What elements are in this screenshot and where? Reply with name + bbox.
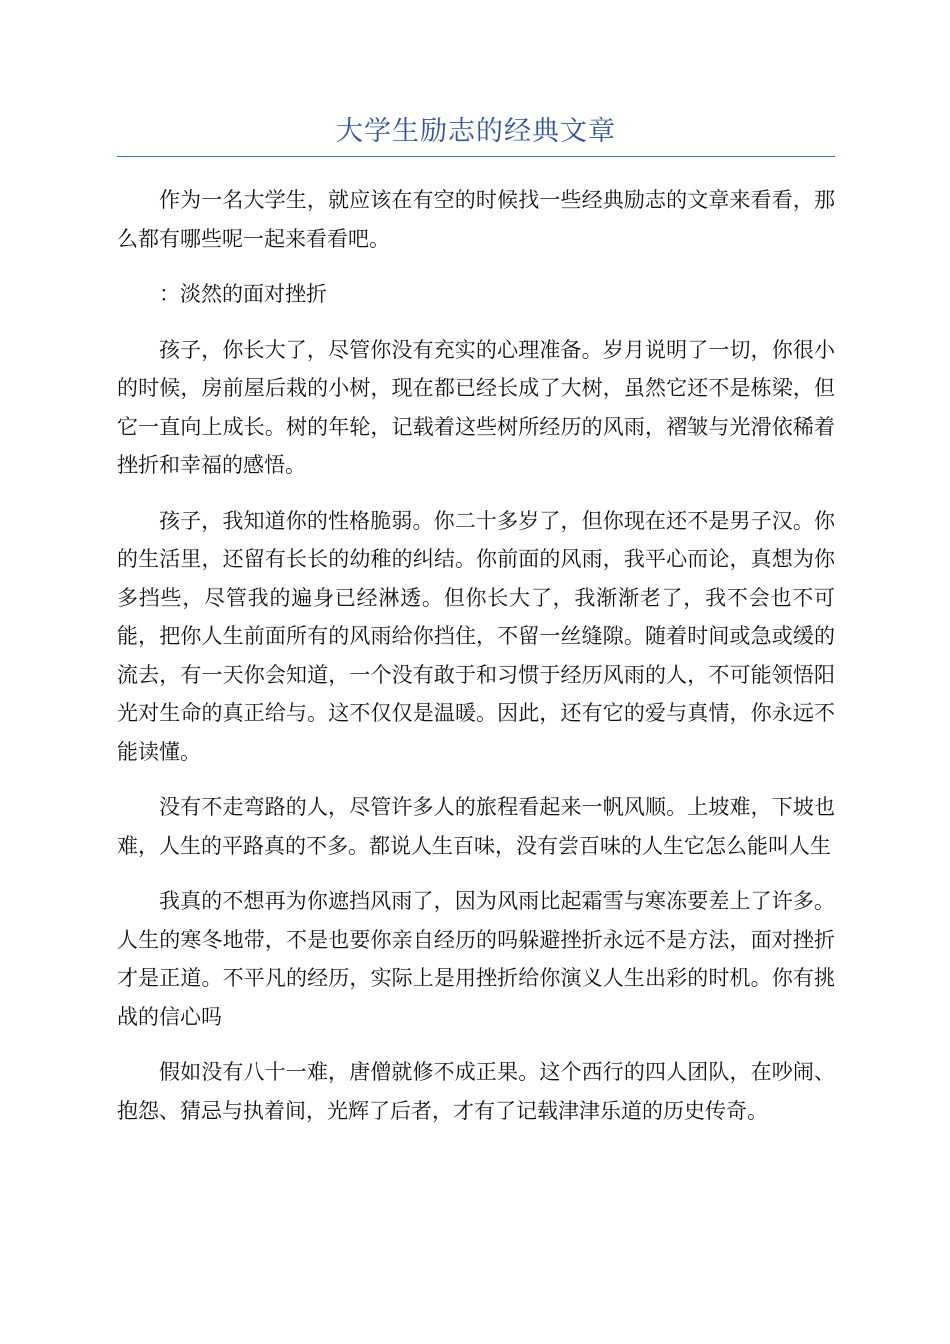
section-heading: ：淡然的面对挫折 bbox=[159, 282, 327, 306]
paragraph-body: 孩子，我知道你的性格脆弱。你二十多岁了，但你现在还不是男子汉。你的生活里，还留有长长的幼稚的纠结。你前面的风雨，我平心而论，真想为你多挡些，尽管我的遍身已经淋透。但你长大了，我渐渐老了，我不会也不可能，把你人生前面所有的风雨给你挡住，不留一丝缝隙。随着时间或急或缓的流去，有一天你会知道，一个没有敢于和习惯于经历风雨的人，不可能领悟阳光对生命的真正给与。这不仅仅是温暖。因此，还有它的爱与真情，你永远不能读懂。 bbox=[117, 508, 835, 764]
page-title: 大学生励志的经典文章 bbox=[336, 116, 616, 147]
paragraph-body: 假如没有八十一难，唐僧就修不成正果。这个西行的四人团队，在吵闹、抱怨、猜忌与执着间，光辉了后者，才有了记载津津乐道的历史传奇。 bbox=[117, 1060, 835, 1123]
paragraph-body: 我真的不想再为你遮挡风雨了，因为风雨比起霜雪与寒冻要差上了许多。人生的寒冬地带，不是也要你亲自经历的吗躲避挫折永远不是方法，面对挫折才是正道。不平凡的经历，实际上是用挫折给你演义人生出彩的时机。你有挑战的信心吗 bbox=[117, 889, 835, 1029]
paragraph-body: 没有不走弯路的人，尽管许多人的旅程看起来一帆风顺。上坡难，下坡也难，人生的平路真的不多。都说人生百味，没有尝百味的人生它怎么能叫人生 bbox=[117, 795, 835, 858]
paragraph-intro: 作为一名大学生，就应该在有空的时候找一些经典励志的文章来看看，那么都有哪些呢一起来看看吧。 bbox=[117, 188, 835, 251]
document-page bbox=[117, 108, 835, 1147]
paragraph-body: 孩子，你长大了，尽管你没有充实的心理准备。岁月说明了一切，你很小的时候，房前屋后栽的小树，现在都已经长成了大树，虽然它还不是栋梁，但它一直向上成长。树的年轮，记载着这些树所经历的风雨，褶皱与光滑依稀着挫折和幸福的感悟。 bbox=[117, 337, 835, 477]
title-underline bbox=[117, 156, 835, 157]
